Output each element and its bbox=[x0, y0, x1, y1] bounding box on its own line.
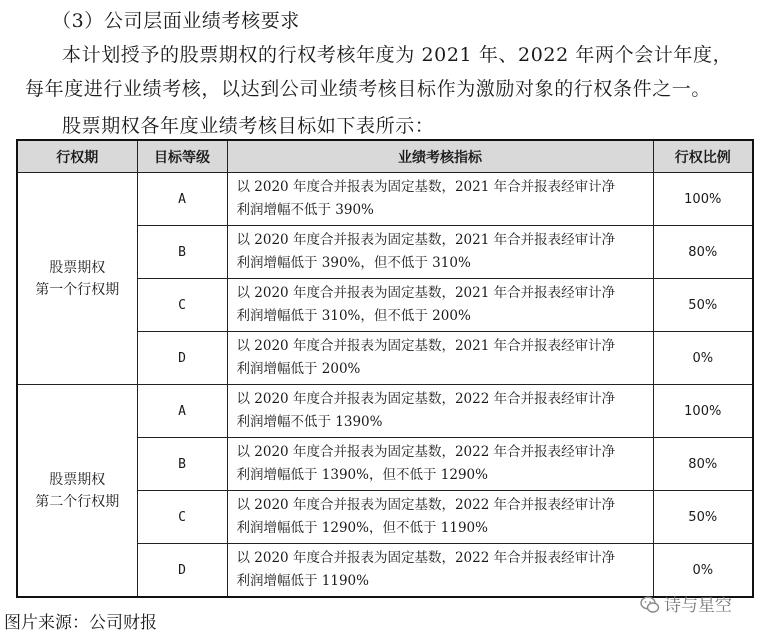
grade-cell: B bbox=[137, 226, 227, 279]
metric-line: 利润增幅低于 390%，但不低于 310% bbox=[236, 255, 471, 271]
grade-cell: A bbox=[137, 385, 227, 438]
ratio-cell: 50% bbox=[653, 279, 753, 332]
metric-line: 以 2020 年度合并报表为固定基数，2022 年合并报表经审计净 bbox=[236, 550, 616, 566]
header-exercise-ratio: 行权比例 bbox=[653, 140, 753, 173]
performance-target-table bbox=[16, 139, 754, 598]
ratio-cell: 50% bbox=[653, 491, 753, 544]
watermark-text: 诗与星空 bbox=[664, 596, 732, 616]
grade-cell: D bbox=[137, 332, 227, 385]
header-exercise-period: 行权期 bbox=[17, 140, 137, 173]
metric-cell bbox=[227, 438, 653, 491]
metric-cell bbox=[227, 491, 653, 544]
ratio-cell: 80% bbox=[653, 226, 753, 279]
metric-line: 以 2020 年度合并报表为固定基数，2021 年合并报表经审计净 bbox=[236, 338, 616, 354]
period-cell-first bbox=[17, 173, 137, 385]
wechat-icon bbox=[640, 595, 660, 615]
period-label: 股票期权 bbox=[49, 259, 106, 276]
metric-line: 以 2020 年度合并报表为固定基数，2021 年合并报表经审计净 bbox=[236, 285, 616, 301]
ratio-cell: 0% bbox=[653, 332, 753, 385]
metric-line: 以 2020 年度合并报表为固定基数，2022 年合并报表经审计净 bbox=[236, 391, 616, 407]
watermark bbox=[640, 591, 732, 616]
period-cell-second bbox=[17, 385, 137, 598]
grade-cell: D bbox=[137, 544, 227, 598]
grade-cell: C bbox=[137, 279, 227, 332]
table-intro: 股票期权各年度业绩考核目标如下表所示： bbox=[62, 115, 435, 137]
metric-line: 利润增幅不低于 390% bbox=[236, 202, 374, 218]
table-header-row bbox=[17, 140, 753, 173]
metric-line: 以 2020 年度合并报表为固定基数，2022 年合并报表经审计净 bbox=[236, 444, 616, 460]
metric-cell bbox=[227, 332, 653, 385]
metric-line: 利润增幅低于 1390%，但不低于 1290% bbox=[236, 467, 488, 483]
paragraph-line-2: 每年度进行业绩考核，以达到公司业绩考核目标作为激励对象的行权条件之一。 bbox=[25, 78, 712, 100]
ratio-cell: 80% bbox=[653, 438, 753, 491]
header-performance-metric: 业绩考核指标 bbox=[227, 140, 653, 173]
section-heading: （3）公司层面业绩考核要求 bbox=[52, 10, 300, 32]
ratio-cell: 100% bbox=[653, 173, 753, 226]
period-label: 股票期权 bbox=[49, 471, 106, 488]
metric-cell bbox=[227, 226, 653, 279]
metric-cell bbox=[227, 385, 653, 438]
ratio-cell: 0% bbox=[653, 544, 753, 598]
metric-line: 利润增幅不低于 1390% bbox=[236, 414, 383, 430]
metric-line: 利润增幅低于 310%，但不低于 200% bbox=[236, 308, 471, 324]
metric-line: 利润增幅低于 1290%，但不低于 1190% bbox=[236, 520, 488, 536]
table-row bbox=[17, 385, 753, 438]
period-sublabel: 第一个行权期 bbox=[35, 281, 120, 298]
metric-line: 利润增幅低于 200% bbox=[236, 361, 361, 377]
image-source-caption: 图片来源：公司财报 bbox=[4, 613, 157, 633]
metric-cell bbox=[227, 279, 653, 332]
metric-cell bbox=[227, 173, 653, 226]
grade-cell: B bbox=[137, 438, 227, 491]
metric-line: 以 2020 年度合并报表为固定基数，2021 年合并报表经审计净 bbox=[236, 179, 616, 195]
metric-line: 以 2020 年度合并报表为固定基数，2021 年合并报表经审计净 bbox=[236, 232, 616, 248]
grade-cell: C bbox=[137, 491, 227, 544]
metric-line: 以 2020 年度合并报表为固定基数，2022 年合并报表经审计净 bbox=[236, 497, 616, 513]
metric-line: 利润增幅低于 1190% bbox=[236, 573, 369, 589]
ratio-cell: 100% bbox=[653, 385, 753, 438]
grade-cell: A bbox=[137, 173, 227, 226]
table-row bbox=[17, 173, 753, 226]
header-target-grade: 目标等级 bbox=[137, 140, 227, 173]
period-sublabel: 第二个行权期 bbox=[35, 493, 120, 510]
paragraph-line-1: 本计划授予的股票期权的行权考核年度为 2021 年、2022 年两个会计年度， bbox=[62, 44, 733, 66]
metric-cell bbox=[227, 544, 653, 598]
